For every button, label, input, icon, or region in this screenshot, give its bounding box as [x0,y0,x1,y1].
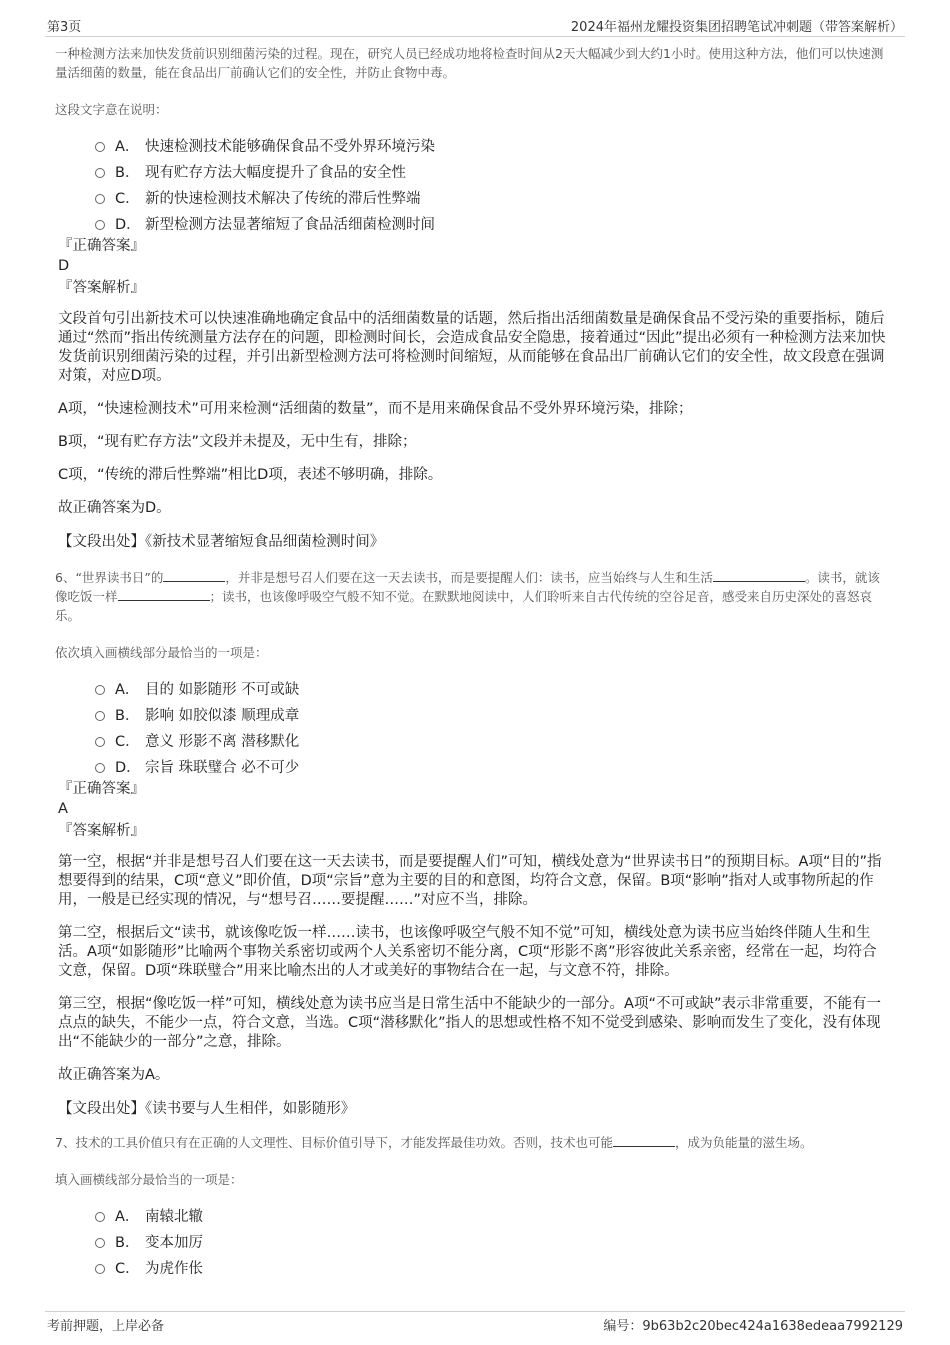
radio-icon[interactable] [95,168,105,178]
radio-icon[interactable] [95,194,105,204]
question-passage: 一种检测方法来加快发货前识别细菌污染的过程。现在，研究人员已经成功地将检查时间从2天大幅减少到大约1小时。使用这种方法，他们可以快速测量活细菌的数量，能在食品出厂前确认它们的安全性，并防止食物中毒。 [55,46,884,80]
option-b[interactable]: B． 现有贮存方法大幅度提升了食品的安全性 [95,158,890,184]
question-5 [55,44,890,552]
option-d[interactable]: D． 宗旨 珠联璧合 必不可少 [95,753,890,779]
question-stem: 7、技术的工具价值只有在正确的人文理性、目标价值引导下，才能发挥最佳功效。否则，技术也可能 ，成为负能量的滋生场。 [55,1135,813,1150]
question-6 [55,568,890,1119]
option-list [95,675,890,779]
document-title: 2024年福州龙耀投资集团招聘笔试冲刺题（带答案解析） [570,20,903,35]
analysis-body [58,310,890,518]
footer-slogan: 考前押题，上岸必备 [47,1319,165,1334]
question-7 [55,1133,890,1280]
radio-icon[interactable] [95,685,105,695]
analysis-label: 『答案解析』 [58,280,145,296]
option-c[interactable]: C． 意义 形影不离 潜移默化 [95,727,890,753]
question-stem: 6、“世界读书日”的 ，并非是想号召人们要在这一天去读书，而是要提醒人们：读书，应当始终与人生和生活 。读书，就该像吃饭一样 ；读书，也该像呼吸空气般不知不觉。在默默地阅读中，人们聆听来自古代传统的空谷足音，感受来自历史深处的喜怒哀乐。 [55,570,880,623]
option-a[interactable]: A． 目的 如影随形 不可或缺 [95,675,890,701]
analysis-paragraph: B项，“现有贮存方法”文段并未提及，无中生有，排除； [58,434,417,450]
radio-icon[interactable] [95,763,105,773]
option-list [95,132,890,236]
analysis-paragraph: A项，“快速检测技术”可用来检测“活细菌的数量”，而不是用来确保食品不受外界环境污染，排除； [58,401,693,417]
page-content [55,44,890,1280]
fill-blank [118,588,210,601]
analysis-paragraph: C项，“传统的滞后性弊端”相比D项，表述不够明确，排除。 [58,467,443,483]
question-prompt: 依次填入画横线部分最恰当的一项是： [55,645,268,660]
analysis-paragraph: 第三空，根据“像吃饭一样”可知，横线处意为读书应当是日常生活中不能缺少的一部分。A项“不可或缺”表示非常重要，不能有一点点的缺失，不能少一点，符合文意，当选。C项“潜移默化”指人的思想或性格不知不觉受到感染、影响而发生了变化，没有体现出“不能缺少的一部分”之意，排除。 [58,996,881,1050]
option-list [95,1202,890,1280]
option-c[interactable]: C． 为虎作伥 [95,1254,890,1280]
analysis-label: 『答案解析』 [58,823,145,839]
page-footer [45,1311,905,1336]
option-c[interactable]: C． 新的快速检测技术解决了传统的滞后性弊端 [95,184,890,210]
analysis-paragraph: 文段首句引出新技术可以快速准确地确定食品中的活细菌数量的话题，然后指出活细菌数量是确保食品不受污染的重要指标，随后通过“然而”指出传统测量方法存在的问题，即检测时间长，会造成食品安全隐患，接着通过“因此”提出必须有一种检测方法来加快发货前识别细菌污染的过程，并引出新型检测方法可将检测时间缩短，从而能够在食品出厂前确认它们的安全性，故文段意在强调对策，对应D项。 [58,311,886,384]
radio-icon[interactable] [95,737,105,747]
option-b[interactable]: B． 变本加厉 [95,1228,890,1254]
radio-icon[interactable] [95,711,105,721]
option-a[interactable]: A． 快速检测技术能够确保食品不受外界环境污染 [95,132,890,158]
page-header [45,14,905,37]
analysis-paragraph: 第一空，根据“并非是想号召人们要在这一天去读书，而是要提醒人们”可知，横线处意为“世界读书日”的预期目标。A项“目的”指想要得到的结果，C项“意义”即价值，D项“宗旨”意为主要的目的和意图，均符合文意，保留。B项“影响”指对人或事物所起的作用，一般是已经实现的情况，与“想号召……要提醒……”对应不当，排除。 [58,854,882,908]
analysis-paragraph: 故正确答案为D。 [58,500,171,516]
analysis-body [58,853,890,1085]
fill-blank [713,569,805,582]
correct-answer: D [58,258,70,274]
radio-icon[interactable] [95,1238,105,1248]
correct-answer-label: 『正确答案』 [58,781,145,797]
correct-answer-label: 『正确答案』 [58,238,145,254]
option-a[interactable]: A． 南辕北辙 [95,1202,890,1228]
radio-icon[interactable] [95,142,105,152]
analysis-paragraph: 故正确答案为A。 [58,1067,170,1083]
radio-icon[interactable] [95,1264,105,1274]
page-number: 第3页 [47,20,82,35]
analysis-paragraph: 第二空，根据后文“读书，就该像吃饭一样……读书，也该像呼吸空气般不知不觉”可知，横线处意为读书应当始终伴随人生和生活。A项“如影随形”比喻两个事物关系密切或两个人关系密切不能分离，C项“形影不离”形容彼此关系亲密，经常在一起，均符合文意，保留。D项“珠联璧合”用来比喻杰出的人才或美好的事物结合在一起，与文意不符，排除。 [58,925,877,979]
radio-icon[interactable] [95,220,105,230]
option-b[interactable]: B． 影响 如胶似漆 顺理成章 [95,701,890,727]
option-d[interactable]: D． 新型检测方法显著缩短了食品活细菌检测时间 [95,210,890,236]
passage-source: 【文段出处】《新技术显著缩短食品细菌检测时间》 [58,534,385,550]
question-prompt: 这段文字意在说明： [55,102,168,117]
radio-icon[interactable] [95,1212,105,1222]
correct-answer: A [58,801,68,817]
question-prompt: 填入画横线部分最恰当的一项是： [55,1172,243,1187]
document-code: 编号：9b63b2c20bec424a1638edeaa7992129 [603,1319,903,1334]
passage-source: 【文段出处】《读书要与人生相伴，如影随形》 [58,1101,356,1117]
fill-blank [163,569,225,582]
fill-blank [613,1134,675,1147]
